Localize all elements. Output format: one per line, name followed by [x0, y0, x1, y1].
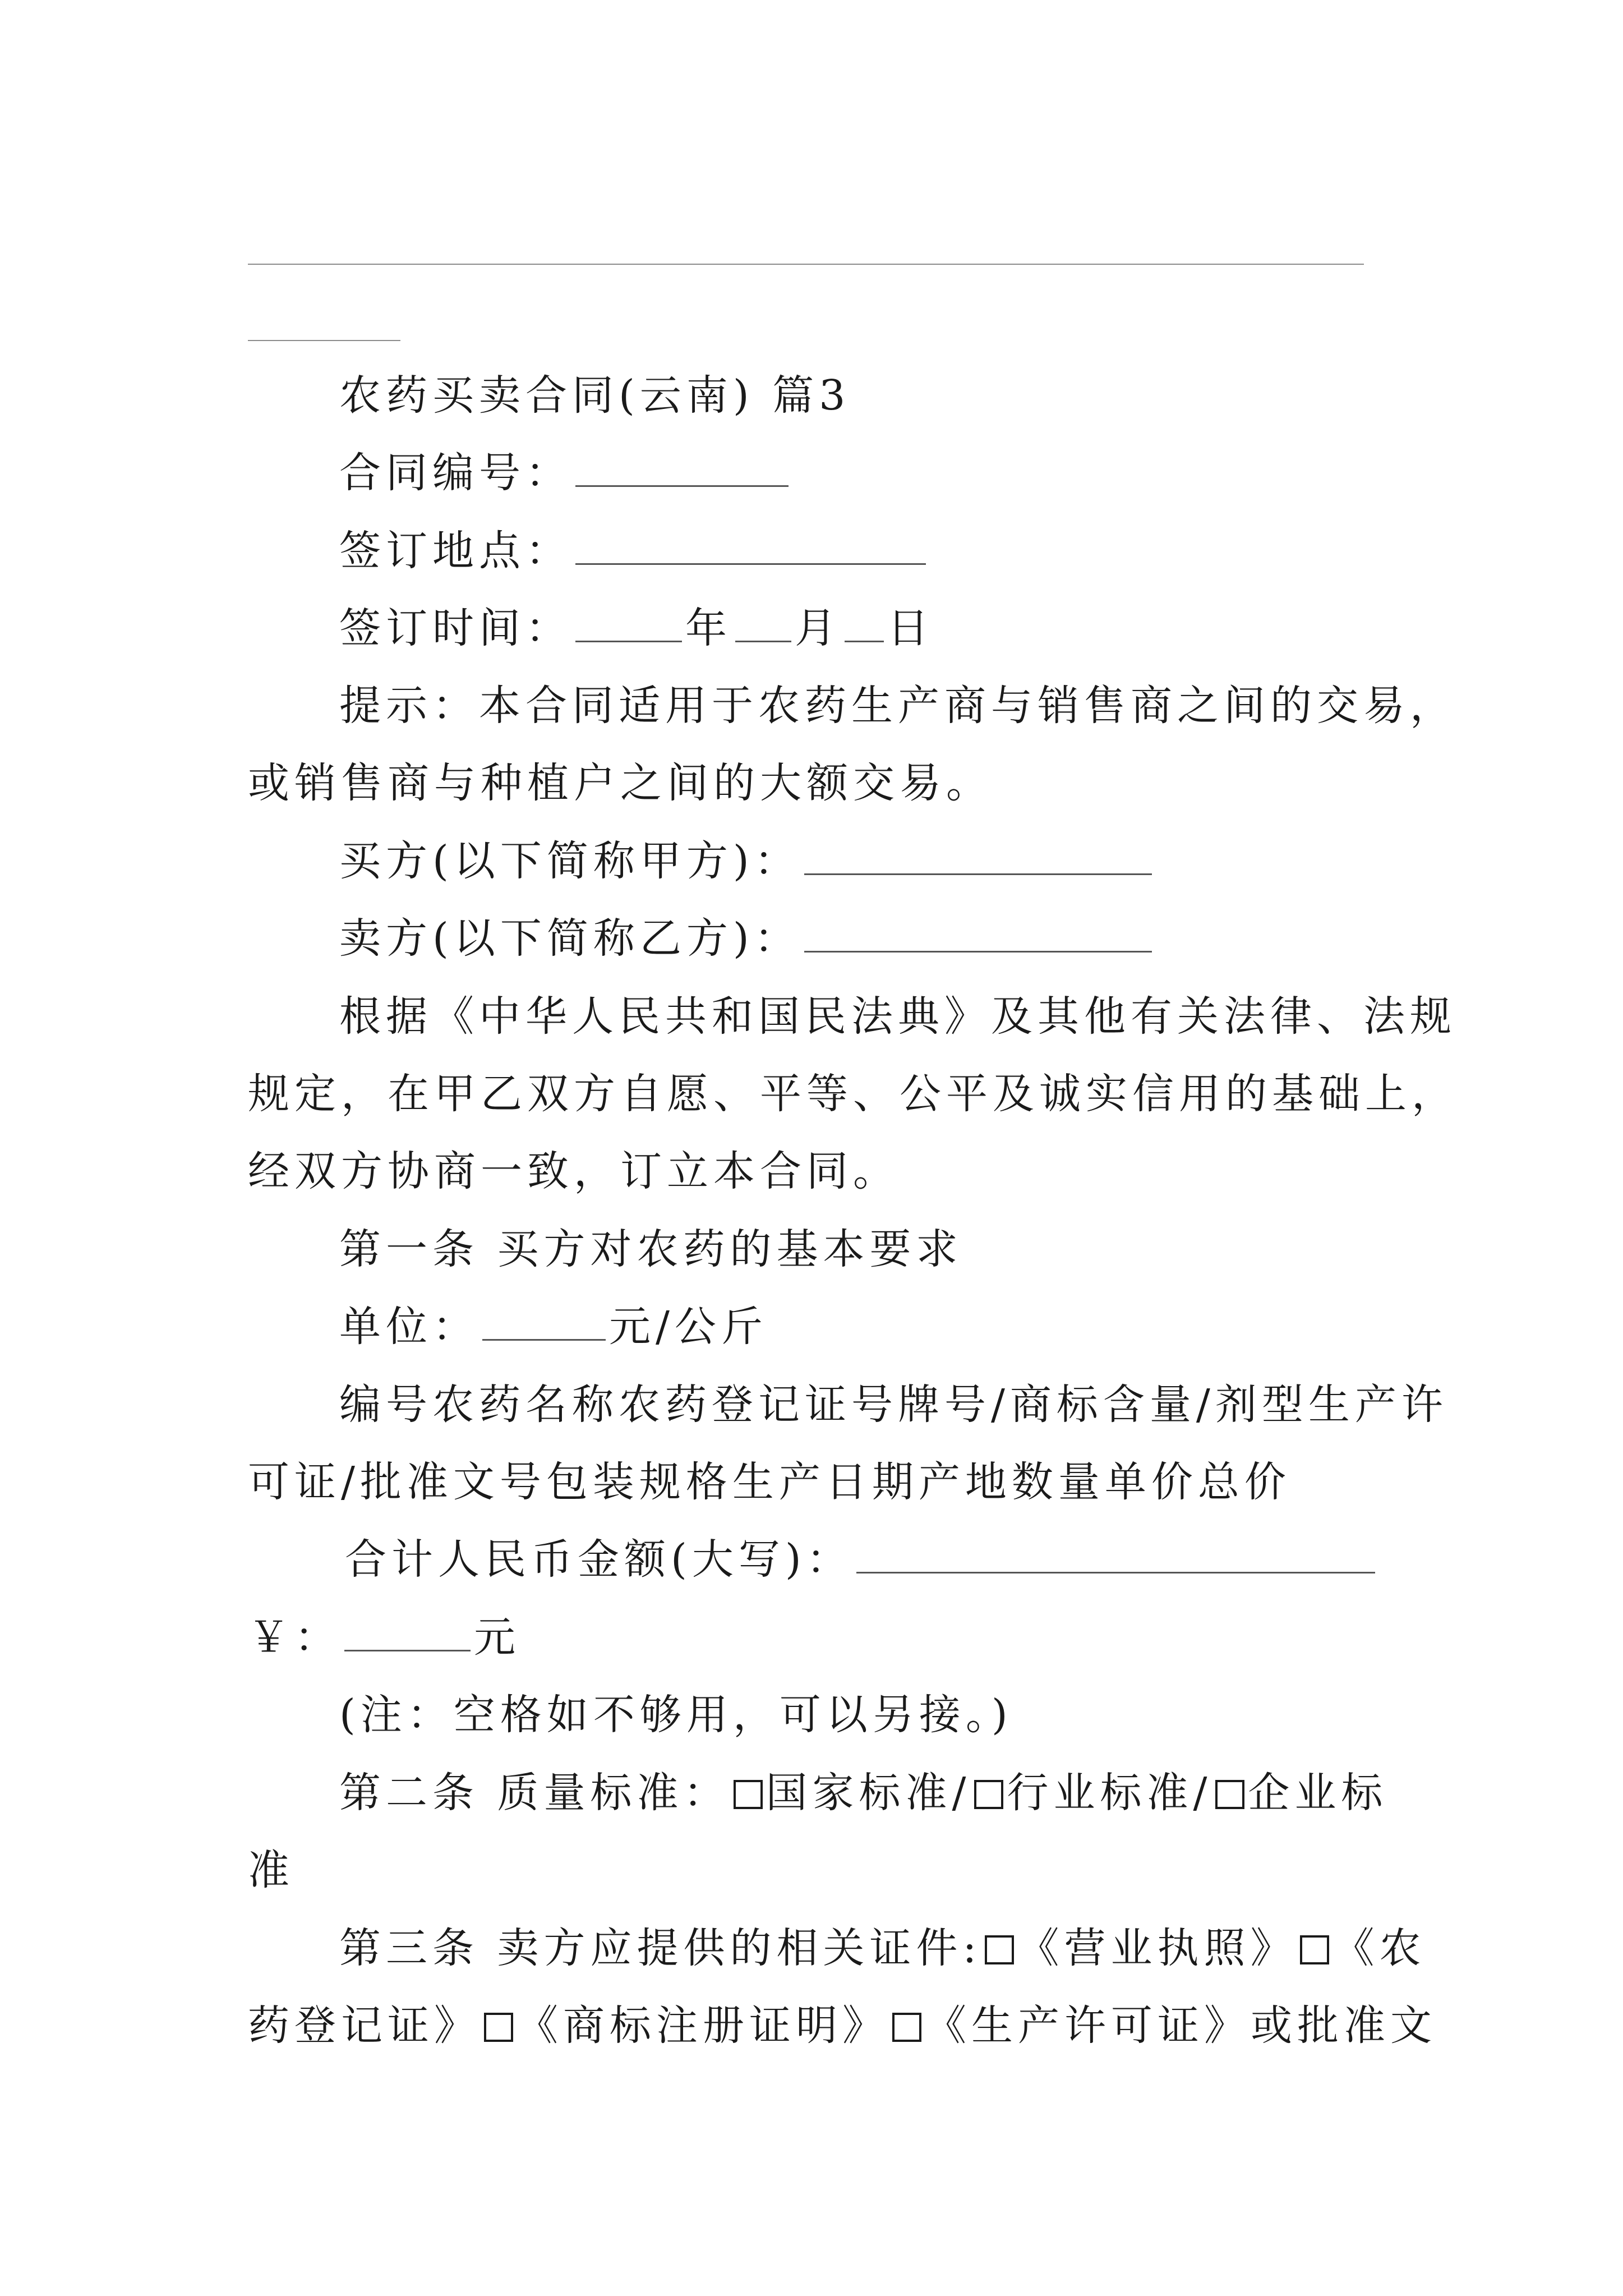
sign-day-field[interactable]: [845, 601, 884, 642]
year-label: 年: [685, 604, 732, 652]
buyer-field[interactable]: [804, 834, 1152, 875]
tip-line-1: [339, 678, 1456, 734]
columns-line-2: [248, 1454, 1291, 1510]
seller-row: [339, 910, 1155, 967]
doc-title: [339, 367, 850, 424]
article3-row-2: [248, 1998, 1437, 2054]
top-rule: [248, 264, 1364, 265]
unit-suffix: 元/公斤: [609, 1303, 768, 1351]
buyer-row: [339, 833, 1155, 889]
note-text: (注：空格如不够用，可以另接。): [339, 1691, 1013, 1739]
columns-line-1: [339, 1377, 1448, 1433]
enterprise-standard-label: 企业标: [1248, 1769, 1388, 1817]
yen-label: ￥：: [248, 1613, 341, 1662]
total-label: 合计人民币金额(大写)：: [345, 1535, 853, 1584]
total-row: [345, 1531, 1378, 1588]
seller-label: 卖方(以下简称乙方)：: [339, 914, 801, 963]
preamble-line-3: [248, 1143, 900, 1199]
article2-wrap: [248, 1842, 294, 1898]
tip-text-2: 或销售商与种植户之间的大额交易。: [248, 759, 993, 807]
tip-text-1: 提示：本合同适用于农药生产商与销售商之间的交易，: [339, 682, 1456, 730]
preamble-text-3: 经双方协商一致，订立本合同。: [248, 1147, 900, 1195]
article2-row: [339, 1765, 1387, 1821]
contract-number-field[interactable]: [575, 446, 789, 487]
industry-standard-label: 行业标准/: [1007, 1769, 1212, 1817]
buyer-label: 买方(以下简称甲方)：: [339, 837, 801, 885]
preamble-line-1: [339, 988, 1456, 1045]
production-license-label: 《生产许可证》或批准文: [925, 2001, 1437, 2050]
sign-year-field[interactable]: [575, 601, 682, 642]
preamble-line-2: [248, 1066, 1458, 1122]
national-standard-label: 国家标准/: [766, 1769, 971, 1817]
article2-heading: 第二条 质量标准：: [339, 1769, 730, 1817]
sign-place-row: [339, 523, 929, 579]
yen-suffix: 元: [474, 1613, 520, 1662]
pesticide-registration-label-b: 药登记证》: [248, 2001, 481, 2050]
tip-line-2: [248, 755, 993, 811]
business-license-checkbox[interactable]: [985, 1935, 1014, 1964]
sign-time-row: [339, 600, 934, 656]
sign-time-label: 签订时间：: [339, 604, 572, 652]
production-license-checkbox[interactable]: [892, 2013, 921, 2042]
total-amount-field[interactable]: [856, 1533, 1375, 1573]
columns-text-1: 编号农药名称农药登记证号牌号/商标含量/剂型生产许: [339, 1381, 1448, 1429]
article2-wrap-text: 准: [248, 1846, 294, 1894]
sign-month-field[interactable]: [735, 601, 791, 642]
unit-label: 单位：: [339, 1303, 479, 1351]
contract-number-label: 合同编号：: [339, 449, 572, 497]
preamble-text-2: 规定，在甲乙双方自愿、平等、公平及诚实信用的基础上，: [248, 1070, 1458, 1118]
industry-standard-checkbox[interactable]: [974, 1780, 1003, 1809]
pesticide-registration-label-a: 《农: [1332, 1924, 1426, 1972]
unit-row: [339, 1299, 768, 1355]
top-rule-short: [248, 340, 400, 341]
yen-amount-field[interactable]: [344, 1611, 471, 1651]
article3-row-1: [339, 1920, 1426, 1976]
day-label: 日: [887, 604, 934, 652]
seller-field[interactable]: [804, 912, 1152, 953]
contract-number-row: [339, 445, 792, 501]
pesticide-registration-checkbox[interactable]: [1300, 1935, 1329, 1964]
national-standard-checkbox[interactable]: [734, 1780, 763, 1809]
trademark-certificate-checkbox[interactable]: [484, 2013, 513, 2042]
columns-text-2: 可证/批准文号包装规格生产日期产地数量单价总价: [248, 1458, 1291, 1506]
sign-place-label: 签订地点：: [339, 527, 572, 575]
doc-title-text: 农药买卖合同(云南) 篇3: [339, 371, 851, 420]
article1-heading: [339, 1221, 963, 1277]
trademark-certificate-label: 《商标注册证明》: [517, 2001, 889, 2050]
yen-row: [248, 1609, 520, 1665]
article3-heading: 第三条 卖方应提供的相关证件:: [339, 1924, 982, 1972]
preamble-text-1: 根据《中华人民共和国民法典》及其他有关法律、法规: [339, 992, 1456, 1041]
business-license-label: 《营业执照》: [1017, 1924, 1297, 1972]
unit-price-field[interactable]: [482, 1300, 606, 1341]
sign-place-field[interactable]: [575, 524, 926, 565]
enterprise-standard-checkbox[interactable]: [1215, 1780, 1244, 1809]
note-row: [339, 1687, 1013, 1743]
month-label: 月: [795, 604, 841, 652]
article1-heading-text: 第一条 买方对农药的基本要求: [339, 1225, 963, 1273]
